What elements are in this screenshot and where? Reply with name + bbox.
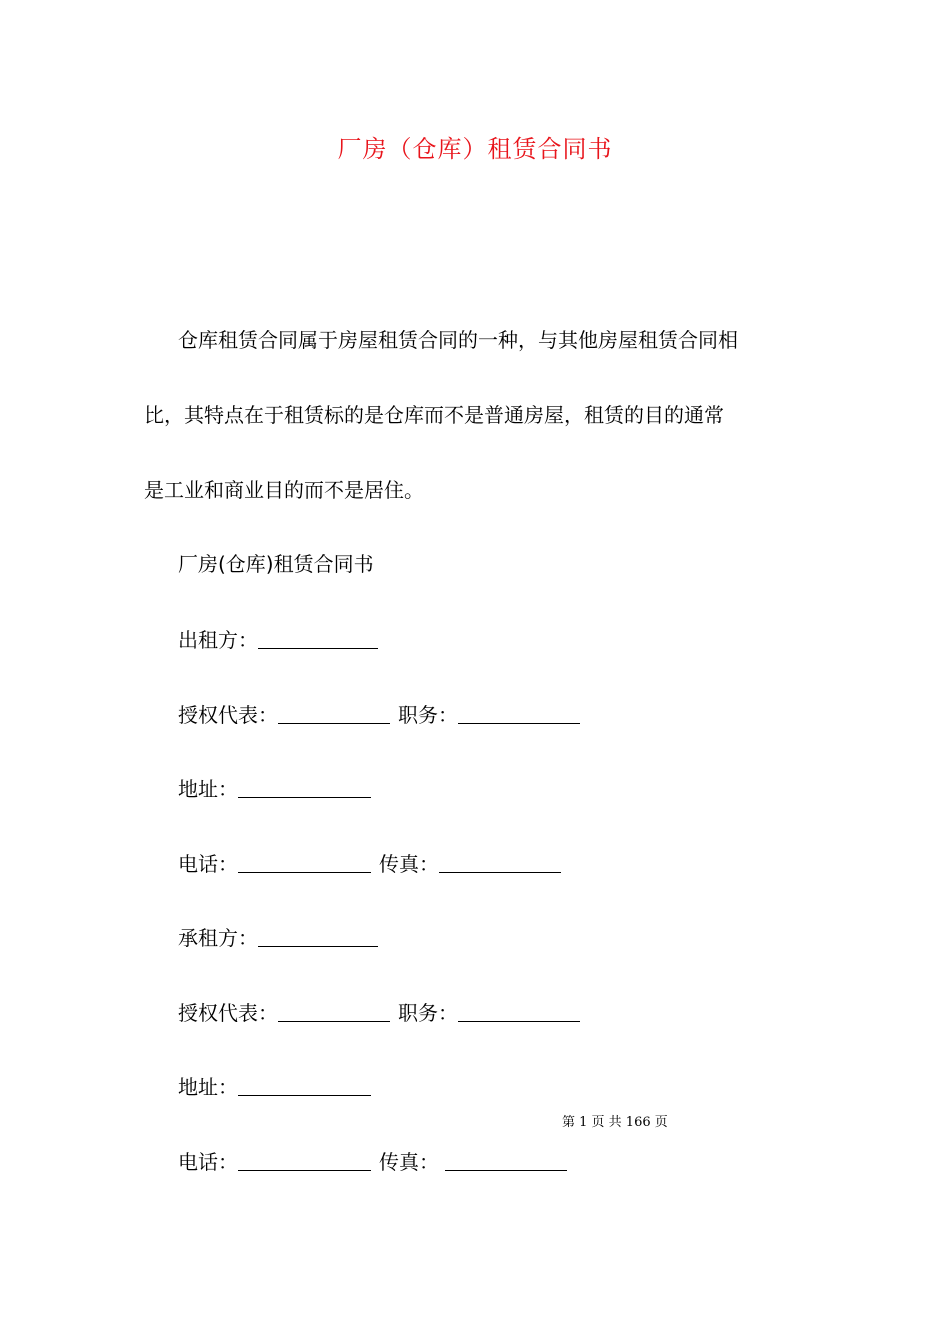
- lessee-rep-label: 授权代表：: [178, 1001, 278, 1025]
- lessee-phone-row: [178, 1146, 575, 1177]
- lessee-phone-blank[interactable]: [238, 1148, 371, 1171]
- lessee-row: [178, 922, 386, 953]
- intro-line-1: 仓库租赁合同属于房屋租赁合同的一种，与其他房屋租赁合同相: [178, 328, 738, 352]
- lessor-label: 出租方：: [178, 628, 258, 652]
- lessee-address-row: [178, 1071, 379, 1102]
- lessor-phone-row: [178, 848, 569, 879]
- lessor-rep-label: 授权代表：: [178, 703, 278, 727]
- lessor-fax-blank[interactable]: [439, 850, 561, 873]
- lessee-address-blank[interactable]: [238, 1073, 371, 1096]
- lessor-phone-blank[interactable]: [238, 850, 371, 873]
- lessee-blank[interactable]: [258, 924, 378, 947]
- lessor-fax-label: 传真：: [379, 852, 439, 876]
- intro-line-3: 是工业和商业目的而不是居住。: [144, 478, 424, 502]
- contract-subtitle: 厂房(仓库)租赁合同书: [178, 552, 374, 576]
- lessor-position-blank[interactable]: [458, 701, 580, 724]
- lessee-rep-blank[interactable]: [278, 999, 390, 1022]
- lessor-address-row: [178, 773, 379, 804]
- intro-line-2: 比，其特点在于租赁标的是仓库而不是普通房屋，租赁的目的通常: [144, 403, 724, 427]
- lessor-blank[interactable]: [258, 626, 378, 649]
- lessor-position-label: 职务：: [398, 703, 458, 727]
- lessee-rep-row: [178, 997, 588, 1028]
- lessor-address-label: 地址：: [178, 777, 238, 801]
- page-number: 第 1 页 共 166 页: [562, 1115, 668, 1130]
- lessee-address-label: 地址：: [178, 1075, 238, 1099]
- lessee-position-label: 职务：: [398, 1001, 458, 1025]
- lessor-address-blank[interactable]: [238, 775, 371, 798]
- lessee-position-blank[interactable]: [458, 999, 580, 1022]
- document-title: 厂房（仓库）租赁合同书: [337, 135, 613, 163]
- lessee-fax-blank[interactable]: [445, 1148, 567, 1171]
- lessee-phone-label: 电话：: [178, 1150, 238, 1174]
- lessor-rep-blank[interactable]: [278, 701, 390, 724]
- lessee-fax-label: 传真：: [379, 1150, 446, 1174]
- lessee-label: 承租方：: [178, 926, 258, 950]
- lessor-rep-row: [178, 699, 588, 730]
- lessor-phone-label: 电话：: [178, 852, 238, 876]
- lessor-row: [178, 624, 386, 655]
